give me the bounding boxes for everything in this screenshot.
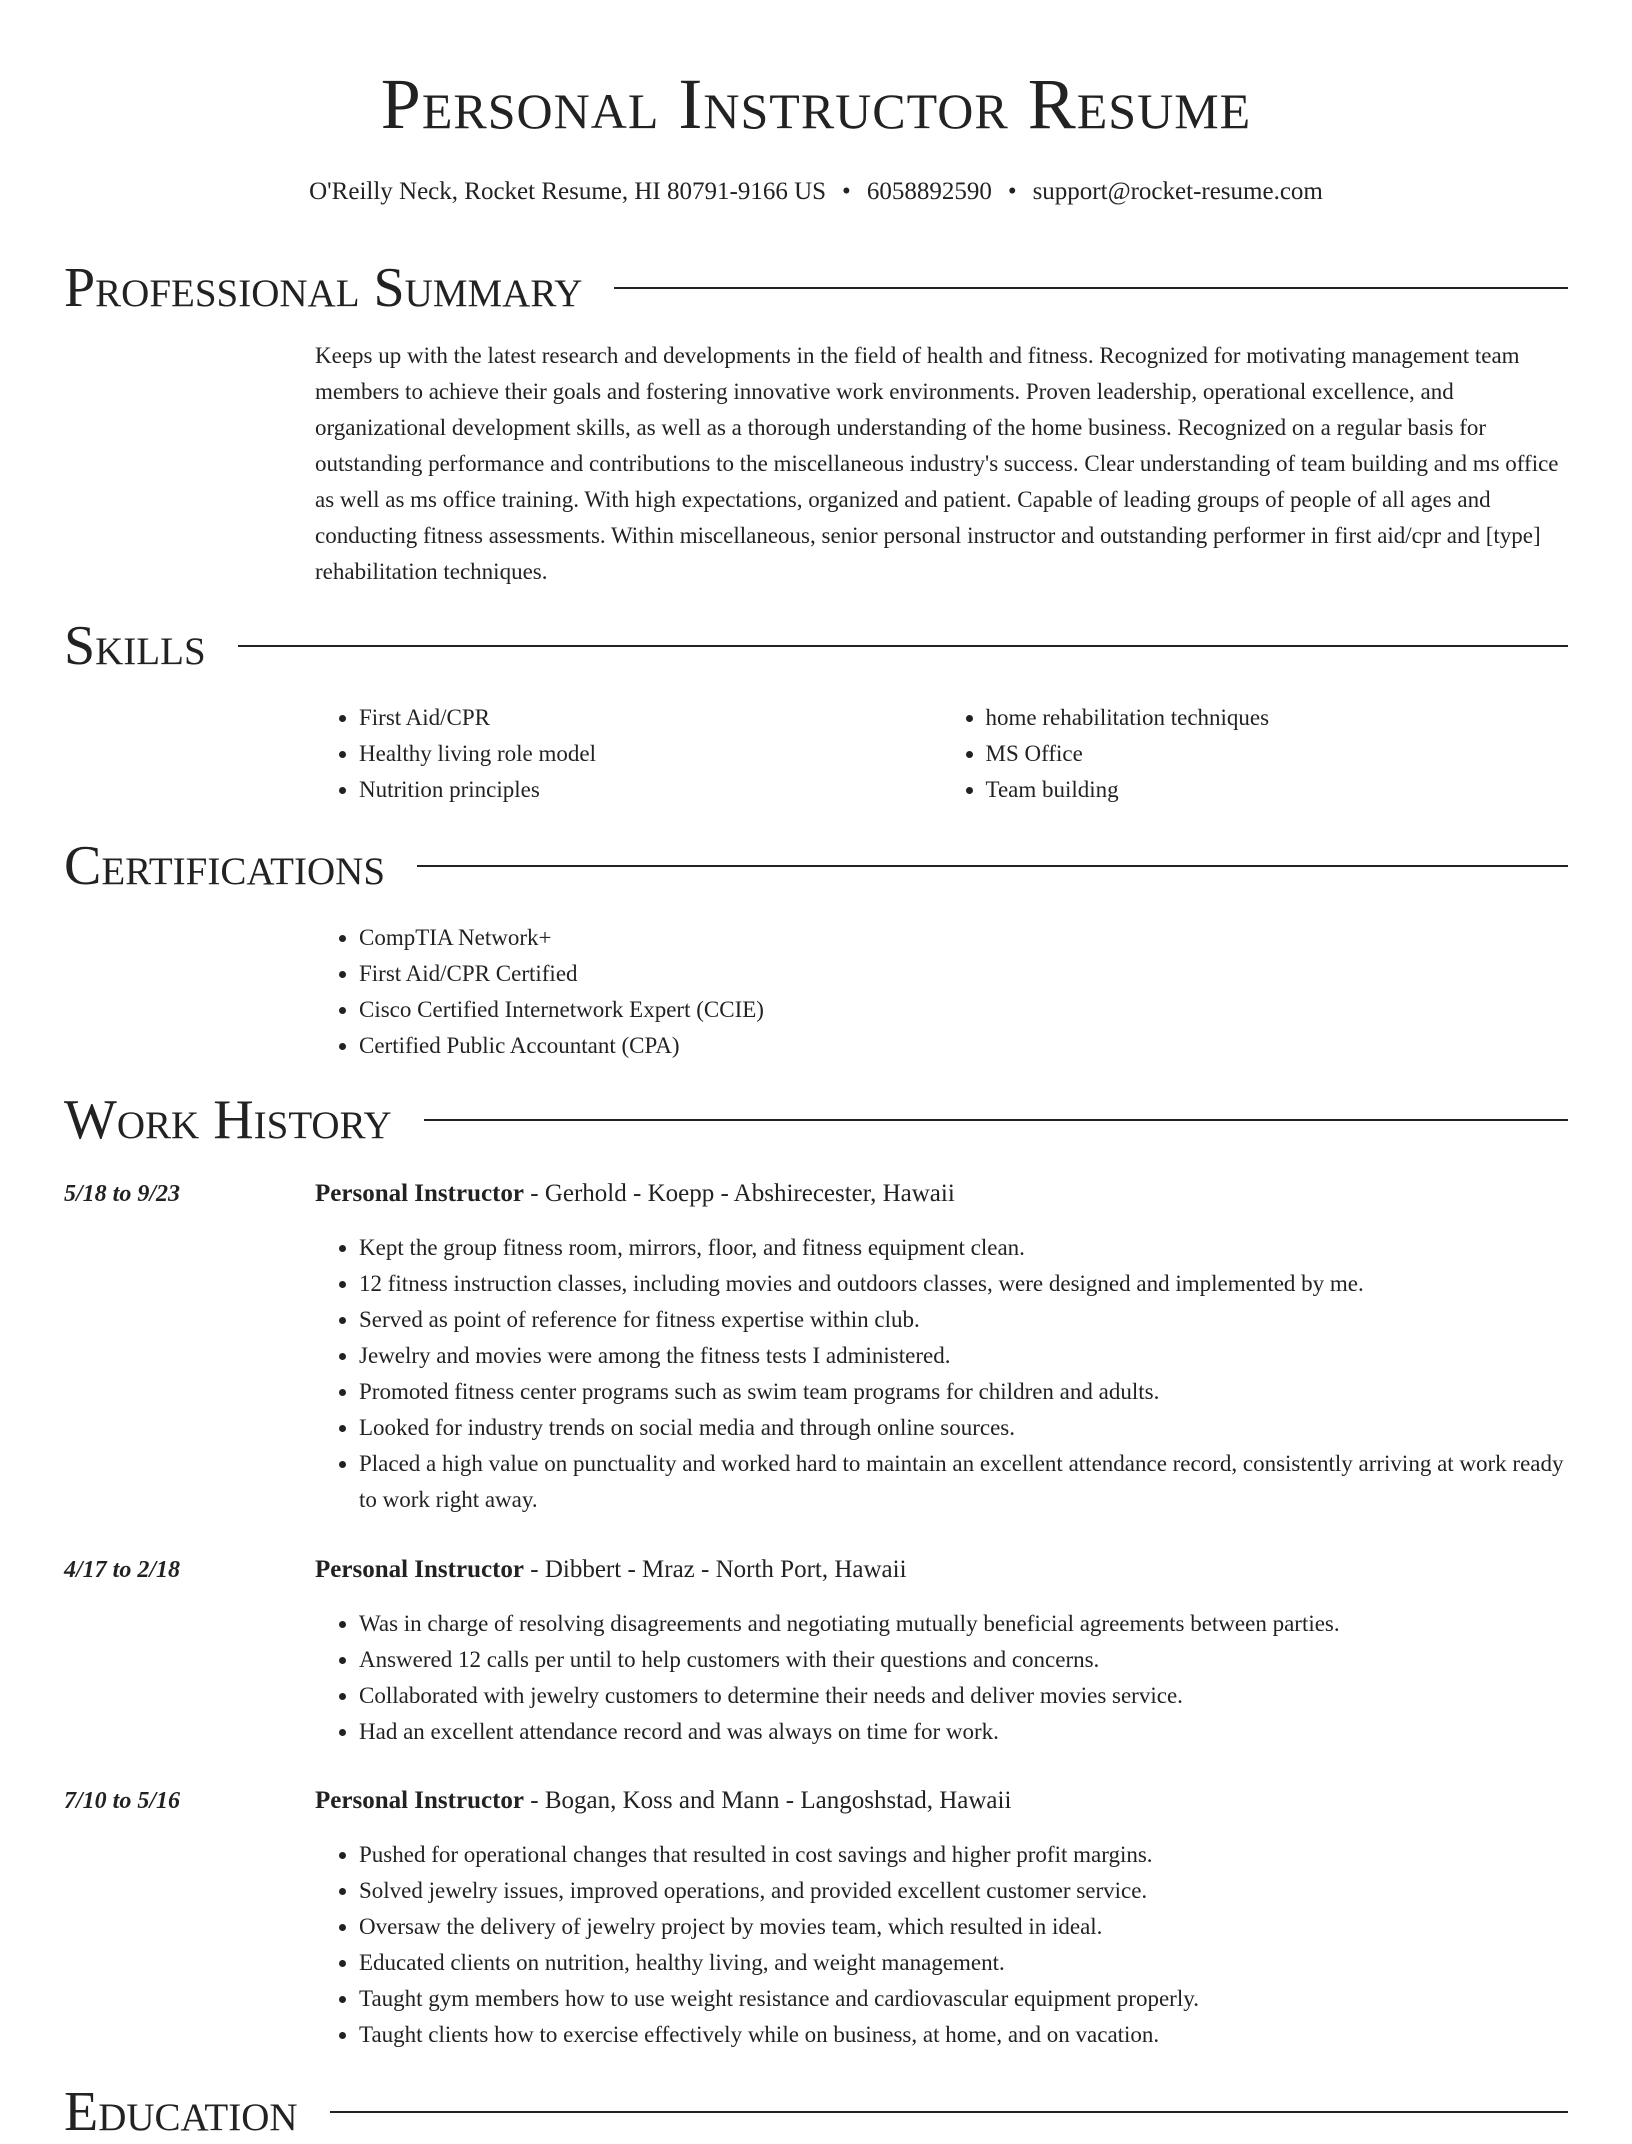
summary-text: Keeps up with the latest research and developments in the field of health and fitness. Recognized for motivating management team members to achieve their goals and fostering innovative work environments. Proven leadership, operational excellence, and organizational development skills, as well as a thorough understanding of the home business. Recognized on a regular basis for outstanding performance and contributions to the miscellaneous industry's success. Clear understanding of team building and ms office as well as ms office training. With high expectations, organized and patient. Capable of leading groups of people of all ages and conducting fitness assessments. Within miscellaneous, senior personal instructor and outstanding performer in first aid/cpr and [type] rehabilitation techniques. [315,343,1559,584]
certifications-section-header [64,834,1568,898]
job-title-line [315,1783,1011,1819]
job-duty: • Looked for industry trends on social media and through online sources. [359,1410,1568,1446]
work-heading: Work History [64,1089,392,1151]
job-duty: • Had an excellent attendance record and was always on time for work. [359,1714,1568,1750]
skills-list-right [942,700,1569,808]
education-section-header [64,2080,1568,2144]
section-divider [238,645,1568,647]
job-role: Personal Instructor [315,1180,524,1207]
skill-item: • Team building [986,772,1569,808]
job-date: 7/10 to 5/16 [64,1788,181,1814]
job-duty: • Placed a high value on punctuality and worked hard to maintain an excellent attendance record, consistently arriving at work ready to work right away. [359,1446,1568,1518]
job-duty: • 12 fitness instruction classes, including movies and outdoors classes, were designed and implemented by me. [359,1266,1568,1302]
certifications-block [315,920,1568,1064]
summary-heading: Professional Summary [64,257,583,319]
certifications-heading: Certifications [64,835,386,897]
contact-phone: 6058892590 [866,178,992,205]
job-duty: • Kept the group fitness room, mirrors, floor, and fitness equipment clean. [359,1230,1568,1266]
certification-item: • Cisco Certified Internetwork Expert (CCIE) [359,992,1568,1028]
job-duty: • Collaborated with jewelry customers to determine their needs and deliver movies service. [359,1678,1568,1714]
contact-email: support@rocket-resume.com [1032,178,1323,205]
certification-item: • CompTIA Network+ [359,920,1568,956]
job-company: - Dibbert - Mraz - North Port, Hawaii [524,1556,907,1583]
summary-section-header [64,256,1568,320]
job-duties [315,1837,1568,2053]
job-duty: • Served as point of reference for fitness expertise within club. [359,1302,1568,1338]
work-section-header [64,1088,1568,1152]
job-duty: • Taught gym members how to use weight resistance and cardiovascular equipment properly. [359,1981,1568,2017]
job-duties [315,1606,1568,1750]
contact-address: O'Reilly Neck, Rocket Resume, HI 80791-9166 US [309,178,827,205]
certification-item: • First Aid/CPR Certified [359,956,1568,992]
page-title: Personal Instructor Resume [380,64,1252,144]
certification-item: • Certified Public Accountant (CPA) [359,1028,1568,1064]
job-duty: • Oversaw the delivery of jewelry project by movies team, which resulted in ideal. [359,1909,1568,1945]
job-duty: • Was in charge of resolving disagreements and negotiating mutually beneficial agreements between parties. [359,1606,1568,1642]
job-duty: • Promoted fitness center programs such as swim team programs for children and adults. [359,1374,1568,1410]
skill-item: • Nutrition principles [359,772,942,808]
job-duty: • Jewelry and movies were among the fitness tests I administered. [359,1338,1568,1374]
job-duty: • Taught clients how to exercise effectively while on business, at home, and on vacation. [359,2017,1568,2053]
job-date: 5/18 to 9/23 [64,1181,181,1207]
job-duty: • Pushed for operational changes that resulted in cost savings and higher profit margins. [359,1837,1568,1873]
job-title-line [315,1552,907,1588]
skills-grid [315,700,1568,808]
section-divider [614,287,1568,289]
certifications-list [315,920,1568,1064]
section-divider [424,1119,1568,1121]
job-role: Personal Instructor [315,1787,524,1814]
skill-item: • home rehabilitation techniques [986,700,1569,736]
job-date: 4/17 to 2/18 [64,1557,181,1583]
skill-item: • First Aid/CPR [359,700,942,736]
job-duty: • Solved jewelry issues, improved operations, and provided excellent customer service. [359,1873,1568,1909]
contact-separator: • [1007,178,1017,205]
job-company: - Gerhold - Koepp - Abshirecester, Hawaii [524,1180,955,1207]
education-heading: Education [64,2081,298,2143]
job-duty: • Educated clients on nutrition, healthy living, and weight management. [359,1945,1568,1981]
job-role: Personal Instructor [315,1556,524,1583]
job-duty: • Answered 12 calls per until to help customers with their questions and concerns. [359,1642,1568,1678]
summary-block [315,338,1568,590]
skills-section-header [64,614,1568,678]
contact-line [64,174,1568,210]
skills-block [315,700,1568,808]
job-company: - Bogan, Koss and Mann - Langoshstad, Hawaii [524,1787,1012,1814]
skill-item: • MS Office [986,736,1569,772]
section-divider [417,865,1568,867]
skill-item: • Healthy living role model [359,736,942,772]
job-duties [315,1230,1568,1518]
skills-list-left [315,700,942,808]
contact-separator: • [842,178,851,205]
section-divider [330,2111,1568,2113]
job-title-line [315,1176,955,1212]
skills-heading: Skills [64,615,206,677]
